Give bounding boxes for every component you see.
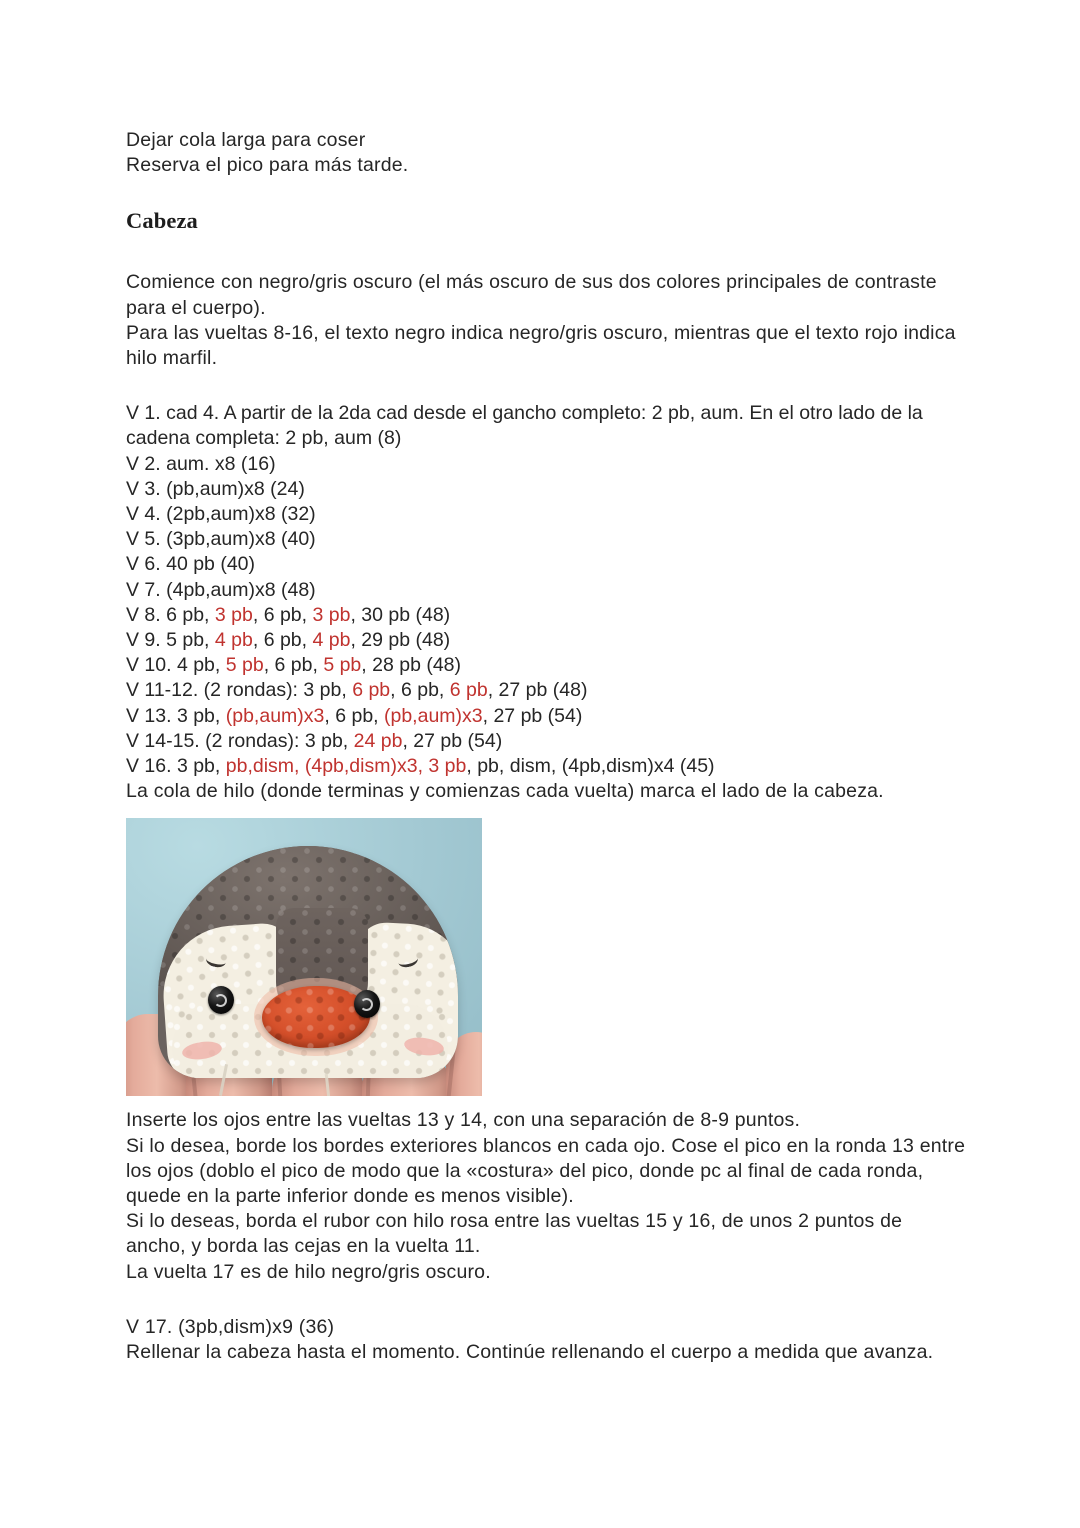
- spacer: [126, 371, 966, 401]
- round-line-v16: [126, 754, 966, 779]
- note-yarn-tail: [126, 779, 966, 804]
- rounds-list: [126, 401, 966, 779]
- round-segment-ivory: 3 pb: [312, 603, 351, 626]
- round-segment-ivory: 3 pb: [214, 603, 253, 626]
- round-segment-dark: V 11-12. (2 rondas): 3 pb,: [126, 679, 353, 702]
- round-segment-dark: V 4. (2pb,aum)x8 (32): [126, 503, 316, 526]
- notes-top-line-2: Para las vueltas 8-16, el texto negro indica negro/gris oscuro, mientras que el texto rojo indica hilo marfil.: [126, 321, 956, 370]
- notes-bottom-line-1: Inserte los ojos entre las vueltas 13 y 14, con una separación de 8-9 puntos.: [126, 1109, 801, 1132]
- section-heading-cabeza: Cabeza: [126, 208, 198, 234]
- final-block: [126, 1315, 966, 1365]
- notes-top: [126, 270, 966, 371]
- round-segment-dark: V 10. 4 pb,: [126, 654, 226, 677]
- round-segment-dark: V 9. 5 pb,: [126, 629, 215, 652]
- round-line-v8: [126, 603, 966, 628]
- round-segment-dark: , 30 pb (48): [350, 603, 451, 626]
- notes-bottom-line-2: Si lo desea, borde los bordes exteriores blancos en cada ojo. Cose el pico en la ronda 13 entre los ojos (doblo el pico de modo que la «costura» del pico, donde pc al final de cada ronda, quede en la parte inferior donde es menos visible).: [126, 1134, 966, 1208]
- spacer: [126, 178, 966, 208]
- round-segment-dark: , 6 pb,: [263, 654, 324, 677]
- document-body: [126, 128, 966, 1365]
- round-segment-dark: V 7. (4pb,aum)x8 (48): [126, 578, 316, 601]
- round-segment-dark: V 6. 40 pb (40): [126, 553, 255, 576]
- round-segment-dark: , 29 pb (48): [350, 629, 451, 652]
- note-yarn-tail-text: La cola de hilo (donde terminas y comienzas cada vuelta) marca el lado de la cabeza.: [126, 780, 884, 803]
- round-line-v3: [126, 477, 966, 502]
- round-line-v11-12: [126, 678, 966, 703]
- round-segment-dark: , 6 pb,: [324, 704, 384, 727]
- amigurumi-head: [158, 846, 458, 1078]
- round-segment-ivory: pb,dism, (4pb,dism)x3, 3 pb: [225, 755, 467, 778]
- round-line-v13: [126, 704, 966, 729]
- notes-top-line-1: Comience con negro/gris oscuro (el más oscuro de sus dos colores principales de contraste para el cuerpo).: [126, 271, 937, 319]
- notes-bottom-line-3: Si lo deseas, borda el rubor con hilo rosa entre las vueltas 15 y 16, de unos 2 puntos de ancho, y borda las cejas en la vuelta 11.: [126, 1210, 903, 1258]
- round-segment-dark: V 2. aum. x8 (16): [126, 452, 276, 475]
- round-line-v14-15: [126, 729, 966, 754]
- round-segment-ivory: (pb,aum)x3: [384, 704, 483, 727]
- round-segment-dark: V 5. (3pb,aum)x8 (40): [126, 528, 316, 551]
- round-segment-dark: V 16. 3 pb,: [126, 755, 226, 778]
- round-segment-dark: , 27 pb (48): [487, 679, 588, 702]
- round-segment-dark: V 3. (pb,aum)x8 (24): [126, 477, 305, 500]
- round-segment-dark: , 6 pb,: [252, 629, 313, 652]
- round-segment-ivory: 6 pb: [449, 679, 488, 702]
- notes-bottom-line-4: La vuelta 17 es de hilo negro/gris oscuro.: [126, 1260, 491, 1283]
- round-segment-dark: V 14-15. (2 rondas): 3 pb,: [126, 729, 354, 752]
- round-segment-dark: , 27 pb (54): [402, 729, 503, 752]
- round-segment-ivory: (pb,aum)x3: [225, 704, 325, 727]
- round-line-v7: [126, 578, 966, 603]
- round-segment-dark: , pb, dism, (4pb,dism)x4 (45): [466, 755, 715, 778]
- spacer: [126, 1285, 966, 1315]
- round-segment-dark: , 28 pb (48): [361, 654, 462, 677]
- round-segment-dark: V 1. cad 4. A partir de la 2da cad desde el gancho completo: 2 pb, aum. En el otro lado de la cadena completa: 2 pb, aum (8): [126, 402, 929, 450]
- final-instruction: Rellenar la cabeza hasta el momento. Continúe rellenando el cuerpo a medida que avanza.: [126, 1341, 934, 1364]
- round-line-v6: [126, 552, 966, 577]
- notes-bottom: [126, 1108, 966, 1284]
- round-line-v2: [126, 452, 966, 477]
- round-line-v9: [126, 628, 966, 653]
- round-segment-ivory: 5 pb: [323, 654, 362, 677]
- intro-line-2: Reserva el pico para más tarde.: [126, 154, 409, 177]
- round-line-v10: [126, 653, 966, 678]
- round-segment-ivory: 4 pb: [214, 629, 253, 652]
- spacer: [126, 234, 966, 270]
- round-segment-dark: , 27 pb (54): [482, 704, 583, 727]
- round-segment-ivory: 6 pb: [352, 679, 391, 702]
- intro-paragraph: [126, 128, 966, 178]
- round-segment-dark: V 8. 6 pb,: [126, 603, 215, 626]
- round-segment-ivory: 24 pb: [353, 729, 403, 752]
- final-round-v17: V 17. (3pb,dism)x9 (36): [126, 1315, 335, 1338]
- penguin-head-photo: [126, 818, 482, 1096]
- round-segment-dark: , 6 pb,: [390, 679, 450, 702]
- round-segment-dark: V 13. 3 pb,: [126, 704, 226, 727]
- round-line-v4: [126, 502, 966, 527]
- photo-canvas: [126, 818, 482, 1096]
- round-line-v1: [126, 401, 966, 451]
- round-segment-ivory: 5 pb: [225, 654, 264, 677]
- round-segment-dark: , 6 pb,: [252, 603, 313, 626]
- intro-line-1: Dejar cola larga para coser: [126, 129, 366, 151]
- round-line-v5: [126, 527, 966, 552]
- round-segment-ivory: 4 pb: [312, 629, 351, 652]
